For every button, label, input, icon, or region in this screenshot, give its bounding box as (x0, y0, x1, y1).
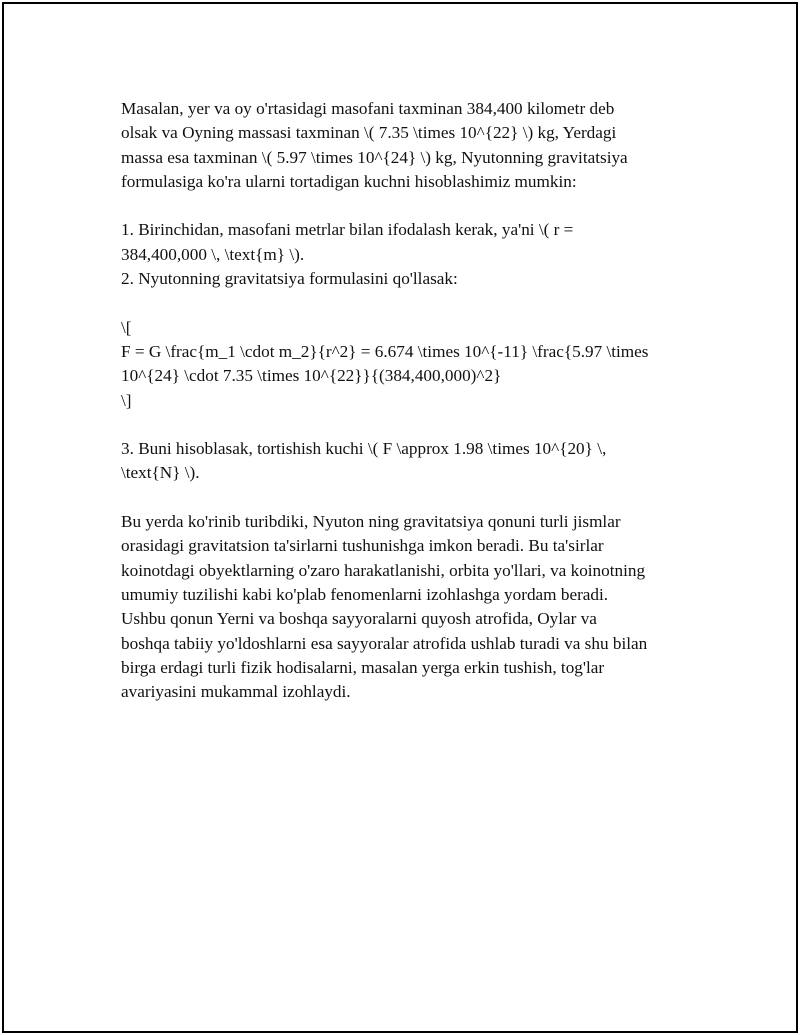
text-line: Ushbu qonun Yerni va boshqa sayyoralarni quyosh atrofida, Oylar va (121, 609, 597, 629)
text-line: koinotdagi obyektlarning o'zaro harakatlanishi, orbita yo'llari, va koinotning (121, 560, 646, 580)
text-line: Masalan, yer va oy o'rtasidagi masofani taxminan 384,400 kilometr deb (121, 99, 615, 118)
step-line: 1. Birinchidan, masofani metrlar bilan ifodalash kerak, ya'ni \( r = (121, 220, 574, 240)
text-line: orasidagi gravitatsion ta'sirlarni tushunishga imkon beradi. Bu ta'sirlar (121, 536, 604, 556)
formula-line: 10^{24} \cdot 7.35 \times 10^{22}}{(384,400,000)^2} (121, 366, 502, 386)
text-line: boshqa tabiiy yo'ldoshlarni esa sayyoralar atrofida ushlab turadi va shu bilan (121, 633, 648, 653)
text-line: avariyasini mukammal izohlaydi. (121, 682, 351, 702)
document-page (2, 2, 798, 1033)
formula-line: \[ (121, 317, 132, 337)
formula-line: F = G \frac{m_1 \cdot m_2}{r^2} = 6.674 \times 10^{-11} \frac{5.97 \times (121, 341, 649, 361)
document-body (121, 97, 701, 704)
text-line: birga erdagi turli fizik hodisalarni, masalan yerga erkin tushish, tog'lar (121, 657, 605, 677)
result-step (121, 437, 701, 486)
intro-paragraph (121, 97, 701, 194)
paragraph-gap (121, 194, 701, 218)
formula-line: \] (121, 390, 132, 410)
text-line: Bu yerda ko'rinib turibdiki, Nyuton ning gravitatsiya qonuni turli jismlar (121, 512, 621, 532)
step-line: 384,400,000 \, \text{m} \). (121, 244, 305, 264)
text-line: formulasiga ko'ra ularni tortadigan kuchni hisoblashimiz mumkin: (121, 171, 577, 191)
result-line: 3. Buni hisoblasak, tortishish kuchi \( F \approx 1.98 \times 10^{20} \, (121, 439, 607, 459)
paragraph-gap (121, 413, 701, 437)
formula-block (121, 316, 701, 413)
conclusion-paragraph (121, 510, 701, 704)
step-line: 2. Nyutonning gravitatsiya formulasini qo'llasak: (121, 269, 458, 289)
paragraph-gap (121, 291, 701, 315)
text-line: massa esa taxminan \( 5.97 \times 10^{24} \) kg, Nyutonning gravitatsiya (121, 147, 628, 167)
text-line: olsak va Oyning massasi taxminan \( 7.35 \times 10^{22} \) kg, Yerdagi (121, 123, 617, 143)
text-line: umumiy tuzilishi kabi ko'plab fenomenlarni izohlashga yordam beradi. (121, 584, 609, 604)
paragraph-gap (121, 486, 701, 510)
steps-list (121, 218, 701, 291)
result-line: \text{N} \). (121, 463, 200, 483)
